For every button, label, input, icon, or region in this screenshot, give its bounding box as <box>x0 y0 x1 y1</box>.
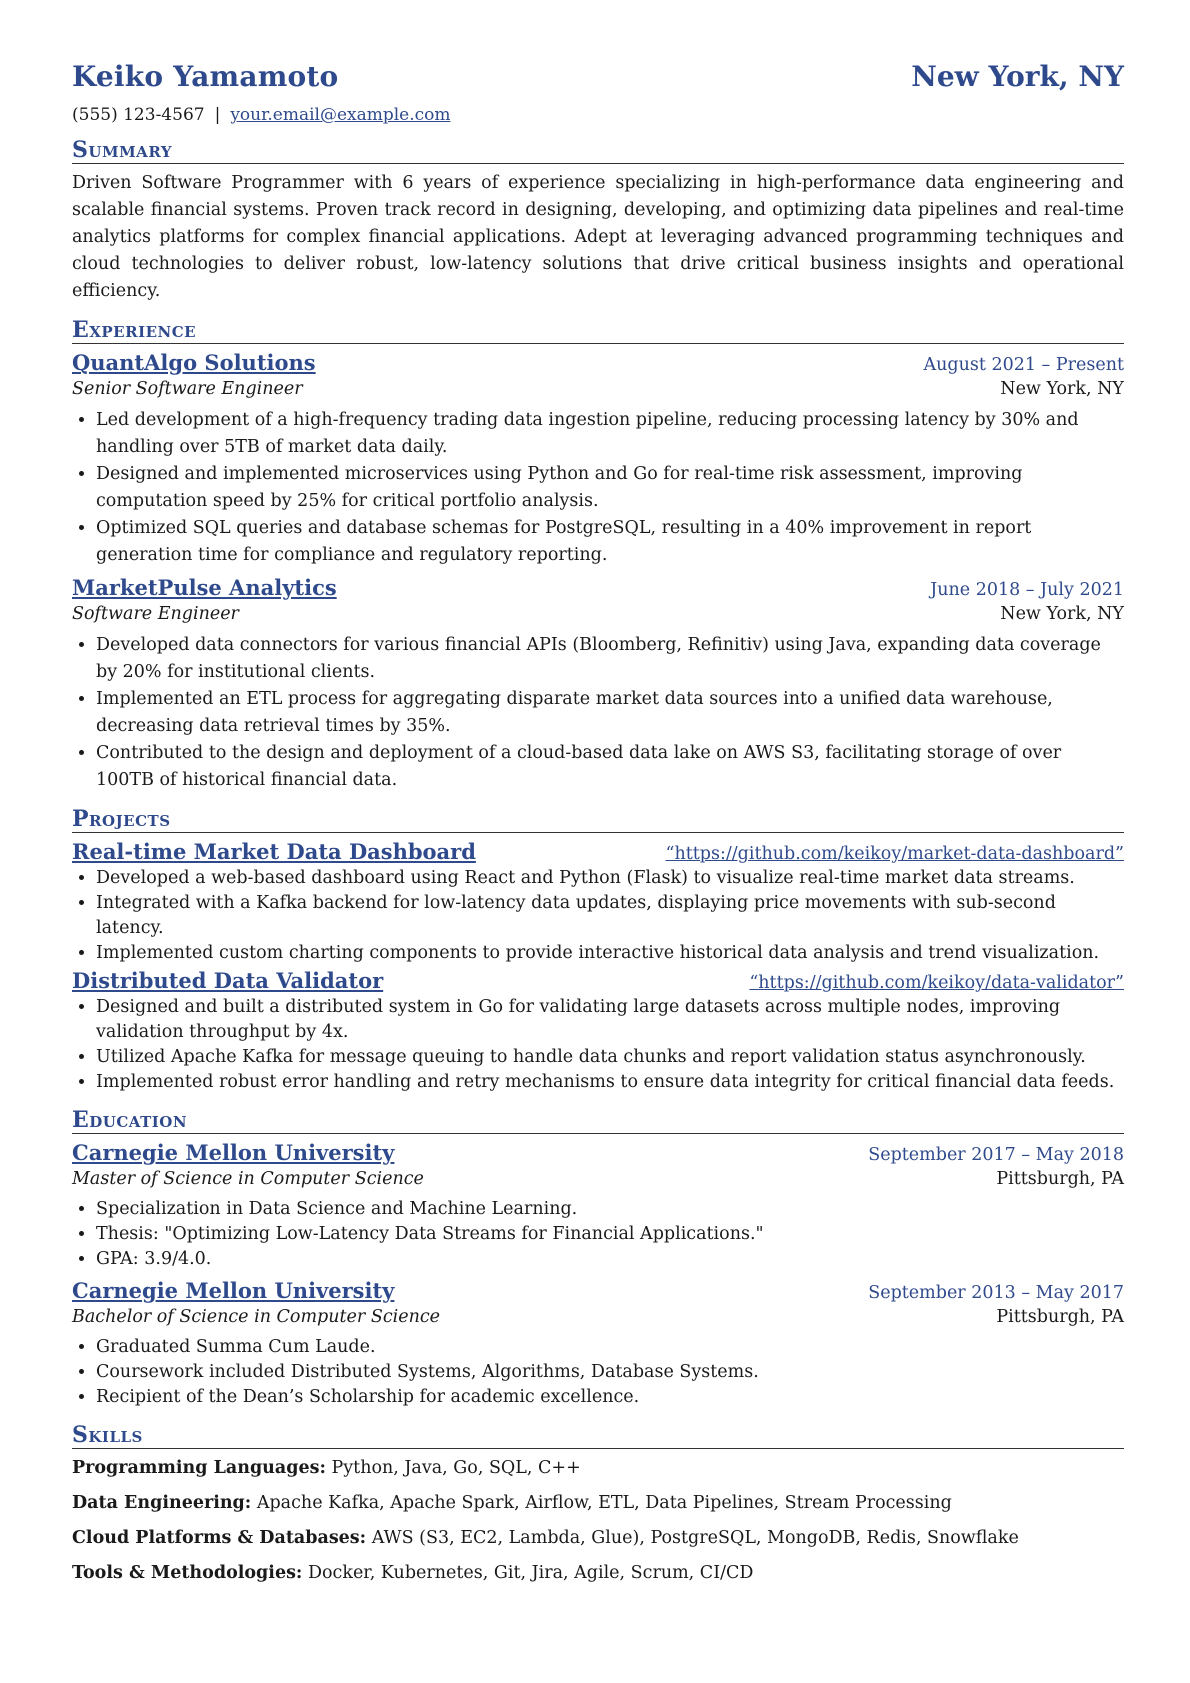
list-item: • Implemented custom charting components to provide interactive historical data analysis and trend visualization. <box>96 941 1124 966</box>
resume-page <box>72 60 1124 1591</box>
experience-entry <box>72 575 1124 794</box>
summary-heading: Summary <box>72 139 1124 164</box>
skill-values: Apache Kafka, Apache Spark, Airflow, ETL, Data Pipelines, Stream Processing <box>256 1493 952 1514</box>
job-dates: June 2018 – July 2021 <box>930 580 1124 601</box>
list-item: • Led development of a high-frequency trading data ingestion pipeline, reducing processing latency by 30% and handling over 5TB of market data daily. <box>96 407 1124 461</box>
project-entry <box>72 839 1124 966</box>
projects-heading: Projects <box>72 808 1124 833</box>
skill-values: Docker, Kubernetes, Git, Jira, Agile, Scrum, CI/CD <box>307 1563 754 1584</box>
skills-heading: Skills <box>72 1424 1124 1449</box>
school-dates: September 2017 – May 2018 <box>868 1145 1124 1166</box>
skill-row <box>72 1451 1124 1486</box>
list-item: • Recipient of the Dean’s Scholarship for academic excellence. <box>96 1385 1124 1410</box>
list-item: • Graduated Summa Cum Laude. <box>96 1335 1124 1360</box>
project-bullets <box>72 866 1124 966</box>
skill-category: Cloud Platforms & Databases: <box>72 1528 367 1549</box>
experience-entry <box>72 350 1124 569</box>
list-item: • Designed and built a distributed system in Go for validating large datasets across multiple nodes, improving validation throughput by 4x. <box>96 995 1124 1045</box>
contact-line <box>72 105 1124 125</box>
company-link[interactable]: QuantAlgo Solutions <box>72 350 316 376</box>
skill-row <box>72 1521 1124 1556</box>
job-title: Software Engineer <box>72 604 239 625</box>
resume-header <box>72 60 1124 93</box>
list-item: • Optimized SQL queries and database schemas for PostgreSQL, resulting in a 40% improvement in report generation time for compliance and regulatory reporting. <box>96 515 1124 569</box>
experience-heading: Experience <box>72 319 1124 344</box>
email-link[interactable]: your.email@example.com <box>230 105 451 125</box>
job-bullets <box>72 407 1124 569</box>
skill-category: Data Engineering: <box>72 1493 252 1514</box>
school-location: Pittsburgh, PA <box>996 1307 1124 1328</box>
header-location: New York, NY <box>911 60 1124 93</box>
education-heading: Education <box>72 1109 1124 1134</box>
project-name-link[interactable]: Real-time Market Data Dashboard <box>72 839 476 865</box>
school-location: Pittsburgh, PA <box>996 1169 1124 1190</box>
skills-list <box>72 1451 1124 1591</box>
skill-values: AWS (S3, EC2, Lambda, Glue), PostgreSQL, MongoDB, Redis, Snowflake <box>371 1528 1019 1549</box>
list-item: • Integrated with a Kafka backend for low-latency data updates, displaying price movements with sub-second latency. <box>96 891 1124 941</box>
education-bullets <box>72 1335 1124 1410</box>
project-url-link[interactable]: “https://github.com/keikoy/market-data-dashboard” <box>665 844 1124 865</box>
list-item: • GPA: 3.9/4.0. <box>96 1247 1124 1272</box>
degree-title: Master of Science in Computer Science <box>72 1169 424 1190</box>
job-bullets <box>72 632 1124 794</box>
company-link[interactable]: MarketPulse Analytics <box>72 575 337 601</box>
job-dates: August 2021 – Present <box>923 355 1124 376</box>
job-title: Senior Software Engineer <box>72 379 303 400</box>
education-bullets <box>72 1197 1124 1272</box>
list-item: • Implemented robust error handling and retry mechanisms to ensure data integrity for critical financial data feeds. <box>96 1070 1124 1095</box>
candidate-name: Keiko Yamamoto <box>72 60 339 93</box>
list-item: • Contributed to the design and deployment of a cloud-based data lake on AWS S3, facilitating storage of over 100TB of historical financial data. <box>96 740 1124 794</box>
list-item: • Designed and implemented microservices using Python and Go for real-time risk assessment, improving computation speed by 25% for critical portfolio analysis. <box>96 461 1124 515</box>
skill-values: Python, Java, Go, SQL, C++ <box>331 1458 581 1479</box>
project-name-link[interactable]: Distributed Data Validator <box>72 968 384 994</box>
job-location: New York, NY <box>1000 379 1124 400</box>
list-item: • Coursework included Distributed Systems, Algorithms, Database Systems. <box>96 1360 1124 1385</box>
project-bullets <box>72 995 1124 1095</box>
education-entry <box>72 1278 1124 1410</box>
school-link[interactable]: Carnegie Mellon University <box>72 1278 395 1304</box>
contact-separator: | <box>214 105 221 125</box>
education-entry <box>72 1140 1124 1272</box>
list-item: • Utilized Apache Kafka for message queuing to handle data chunks and report validation status asynchronously. <box>96 1045 1124 1070</box>
project-entry <box>72 968 1124 1095</box>
skill-row <box>72 1556 1124 1591</box>
summary-text: Driven Software Programmer with 6 years of experience specializing in high-performance data engineering and scalable financial systems. Proven track record in designing, developing, and optimizing data pipelines and real-time analytics platforms for complex financial applications. Adept at leveraging advanced programming techniques and cloud technologies to deliver robust, low-latency solutions that drive critical business insights and operational efficiency. <box>72 173 1124 302</box>
list-item: • Implemented an ETL process for aggregating disparate market data sources into a unified data warehouse, decreasing data retrieval times by 35%. <box>96 686 1124 740</box>
school-link[interactable]: Carnegie Mellon University <box>72 1140 395 1166</box>
job-location: New York, NY <box>1000 604 1124 625</box>
list-item: • Thesis: "Optimizing Low-Latency Data Streams for Financial Applications." <box>96 1222 1124 1247</box>
skill-category: Tools & Methodologies: <box>72 1563 303 1584</box>
phone-number: (555) 123-4567 <box>72 105 205 125</box>
list-item: • Developed a web-based dashboard using React and Python (Flask) to visualize real-time market data streams. <box>96 866 1124 891</box>
skill-category: Programming Languages: <box>72 1458 326 1479</box>
list-item: • Specialization in Data Science and Machine Learning. <box>96 1197 1124 1222</box>
list-item: • Developed data connectors for various financial APIs (Bloomberg, Refinitiv) using Java, expanding data coverage by 20% for institutional clients. <box>96 632 1124 686</box>
degree-title: Bachelor of Science in Computer Science <box>72 1307 441 1328</box>
project-url-link[interactable]: “https://github.com/keikoy/data-validator” <box>749 973 1124 994</box>
school-dates: September 2013 – May 2017 <box>868 1283 1124 1304</box>
skill-row <box>72 1486 1124 1521</box>
